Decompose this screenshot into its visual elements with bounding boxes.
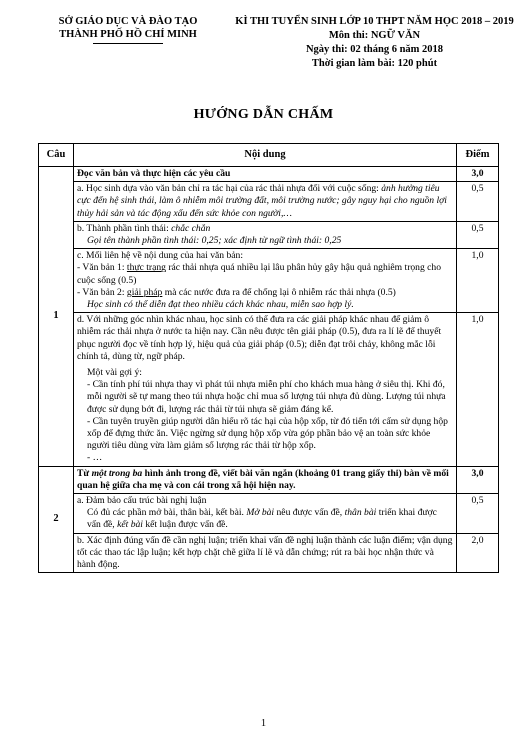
q2-item-a [74, 494, 457, 534]
q1-c-v1-post: rác thải nhựa quá nhiều lại lâu phân hủy gây hậu quả nghiêm trọng cho cuộc sống (0.5) [77, 262, 442, 286]
page-number: 1 [260, 718, 267, 729]
q2-a-t1: Có đủ các phần mở bài, thân bài, kết bài. [87, 507, 247, 519]
header-question: Câu [39, 144, 74, 167]
table-row [39, 533, 499, 573]
q1-d-suggestion-3: - … [87, 452, 103, 464]
q1-section-points: 3,0 [457, 167, 499, 182]
header-content: Nội dung [74, 144, 457, 167]
question-2-number: 2 [39, 466, 74, 573]
q1-d-points: 1,0 [457, 313, 499, 466]
q2-section-post: hình ảnh trong đề, viết bài văn ngắn (khoảng 01 trang giấy thi) bàn về mối quan hệ giữa cha mẹ và con cái trong xã hội hiện nay. [77, 467, 449, 491]
table-row [39, 494, 499, 534]
q2-a-body [77, 507, 453, 531]
q2-section-points: 3,0 [457, 466, 499, 493]
q2-a-it1: Mở bài [246, 507, 275, 519]
header-points: Điểm [457, 144, 499, 167]
document-title: HƯỚNG DẪN CHẤM [193, 107, 334, 122]
q1-section-title: Đọc văn bản và thực hiện các yêu cầu [74, 167, 457, 182]
table-row [39, 167, 499, 182]
q2-section-title [74, 466, 457, 493]
q1-c-v2-underline: giải pháp [126, 286, 163, 298]
q1-d-hint: Một vài gợi ý: [87, 367, 142, 379]
q1-c-v1-underline: thực trạng [126, 262, 166, 274]
q1-item-d [74, 313, 457, 466]
q1-item-b [74, 221, 457, 248]
header-divider [93, 43, 163, 44]
q1-c-text1 [77, 262, 453, 286]
q1-c-points: 1,0 [457, 249, 499, 313]
department-line-1: SỞ GIÁO DỤC VÀ ĐÀO TẠO [58, 16, 198, 27]
q2-item-b: b. Xác định đúng vấn đề cần nghị luận; triển khai vấn đề nghị luận thành các luận điểm; vận dụng tốt các thao tác lập luận; kết hợp chặt chẽ giữa lí lẽ và dẫn chứng; rút ra bài học nhận thức và hành động. [74, 533, 457, 573]
q1-d-suggestion-2: - Cần tuyên truyền giúp người dân hiểu rõ tác hại của hộp xốp, từ đó tiến tới cấm sử dụng hộp xốp để đựng thức ăn. Việc ngừng sử dụng hộp xốp vừa góp phần bảo vệ an toàn sức khỏe người tiêu dùng vừa làm giảm số lượng rác thải từ hộp xốp. [87, 415, 448, 452]
exam-date: Ngày thi: 02 tháng 6 năm 2018 [305, 44, 444, 55]
q2-a-it2: thân bài [344, 507, 377, 519]
table-header-row [39, 144, 499, 167]
q1-a-points: 0,5 [457, 182, 499, 222]
q2-a-lead: a. Đảm bảo cấu trúc bài nghị luận [77, 495, 207, 507]
q1-a-italic: ảnh hưởng tiêu cực đến hệ sinh thái, làm ô nhiễm môi trường đất, môi trường nước; gây nguy hại cho nguồn lợi thủy hải sản và tác động xấu đến sức khỏe con người,… [77, 183, 447, 219]
table-row [39, 221, 499, 248]
department-line-2: THÀNH PHỐ HỒ CHÍ MINH [59, 29, 197, 40]
q1-b-note: Gọi tên thành phần tình thái: 0,25; xác định từ ngữ tình thái: 0,25 [87, 235, 342, 247]
table-row [39, 466, 499, 493]
q2-a-t4: kết luận được vấn đề. [142, 519, 228, 531]
q1-c-text2 [77, 287, 453, 299]
q2-section-pre: Từ [77, 467, 92, 479]
q1-d-lead: d. Với những góc nhìn khác nhau, học sinh có thể đưa ra các giải pháp khác nhau để giảm ô nhiễm rác thải nhựa ở nước ta hiện nay. Cần nêu được tên giải pháp (0.5), đưa ra lí lẽ để thuyết phục người đọc về tính hợp lý, hiệu quả của giải pháp (0.5); diễn đạt trôi chảy, không mắc lỗi chính tả, dùng từ, ngữ pháp. [77, 314, 442, 362]
q1-c-v1-pre: - Văn bản 1: [77, 262, 127, 274]
exam-header [232, 15, 517, 71]
q2-section-italic: một trong ba [91, 467, 143, 479]
grading-table [38, 143, 499, 573]
exam-title: KÌ THI TUYỂN SINH LỚP 10 THPT NĂM HỌC 2018 – 2019 [235, 16, 514, 27]
q2-a-t3: triển khai được vấn đề, [87, 507, 437, 531]
q2-a-it3: kết bài [117, 519, 143, 531]
q2-b-points: 2,0 [457, 533, 499, 573]
table-row [39, 182, 499, 222]
question-1-number: 1 [39, 167, 74, 467]
q1-b-points: 0,5 [457, 221, 499, 248]
q2-a-t2: nêu được vấn đề, [274, 507, 345, 519]
table-row [39, 249, 499, 313]
table-row [39, 313, 499, 466]
q1-item-c [74, 249, 457, 313]
q1-d-suggestion-1: - Cần tính phí túi nhựa thay vì phát túi nhựa miễn phí cho khách mua hàng ở siêu thị. Khi đó, mỗi người sẽ tự mang theo túi nhựa hoặc chỉ mua số lượng túi nhựa đủ dùng. Lượng túi nhựa được sử dụng bớt đi, lượng rác thải từ túi nhựa sẽ giảm đáng kể. [87, 379, 446, 415]
q1-b-lead: b. Thành phần tình thái: [77, 222, 172, 234]
q1-a-lead: a. Học sinh dựa vào văn bản chỉ ra tác hại của rác thải nhựa đối với cuộc sống: [77, 183, 382, 195]
q1-item-a [74, 182, 457, 222]
q1-c-lead: c. Mối liên hệ về nội dung của hai văn bản: [77, 250, 243, 262]
exam-duration: Thời gian làm bài: 120 phút [311, 58, 438, 69]
q1-c-note: Học sinh có thể diễn đạt theo nhiều cách khác nhau, miễn sao hợp lý. [87, 299, 354, 311]
q1-c-v2-post: mà các nước đưa ra để chống lại ô nhiễm rác thải nhựa (0.5) [162, 286, 396, 298]
q1-c-v2-pre: - Văn bản 2: [77, 286, 127, 298]
department-header [28, 15, 228, 44]
q1-b-italic: chắc chắn [171, 222, 211, 234]
q2-a-points: 0,5 [457, 494, 499, 534]
exam-subject: Môn thi: NGỮ VĂN [328, 30, 421, 41]
